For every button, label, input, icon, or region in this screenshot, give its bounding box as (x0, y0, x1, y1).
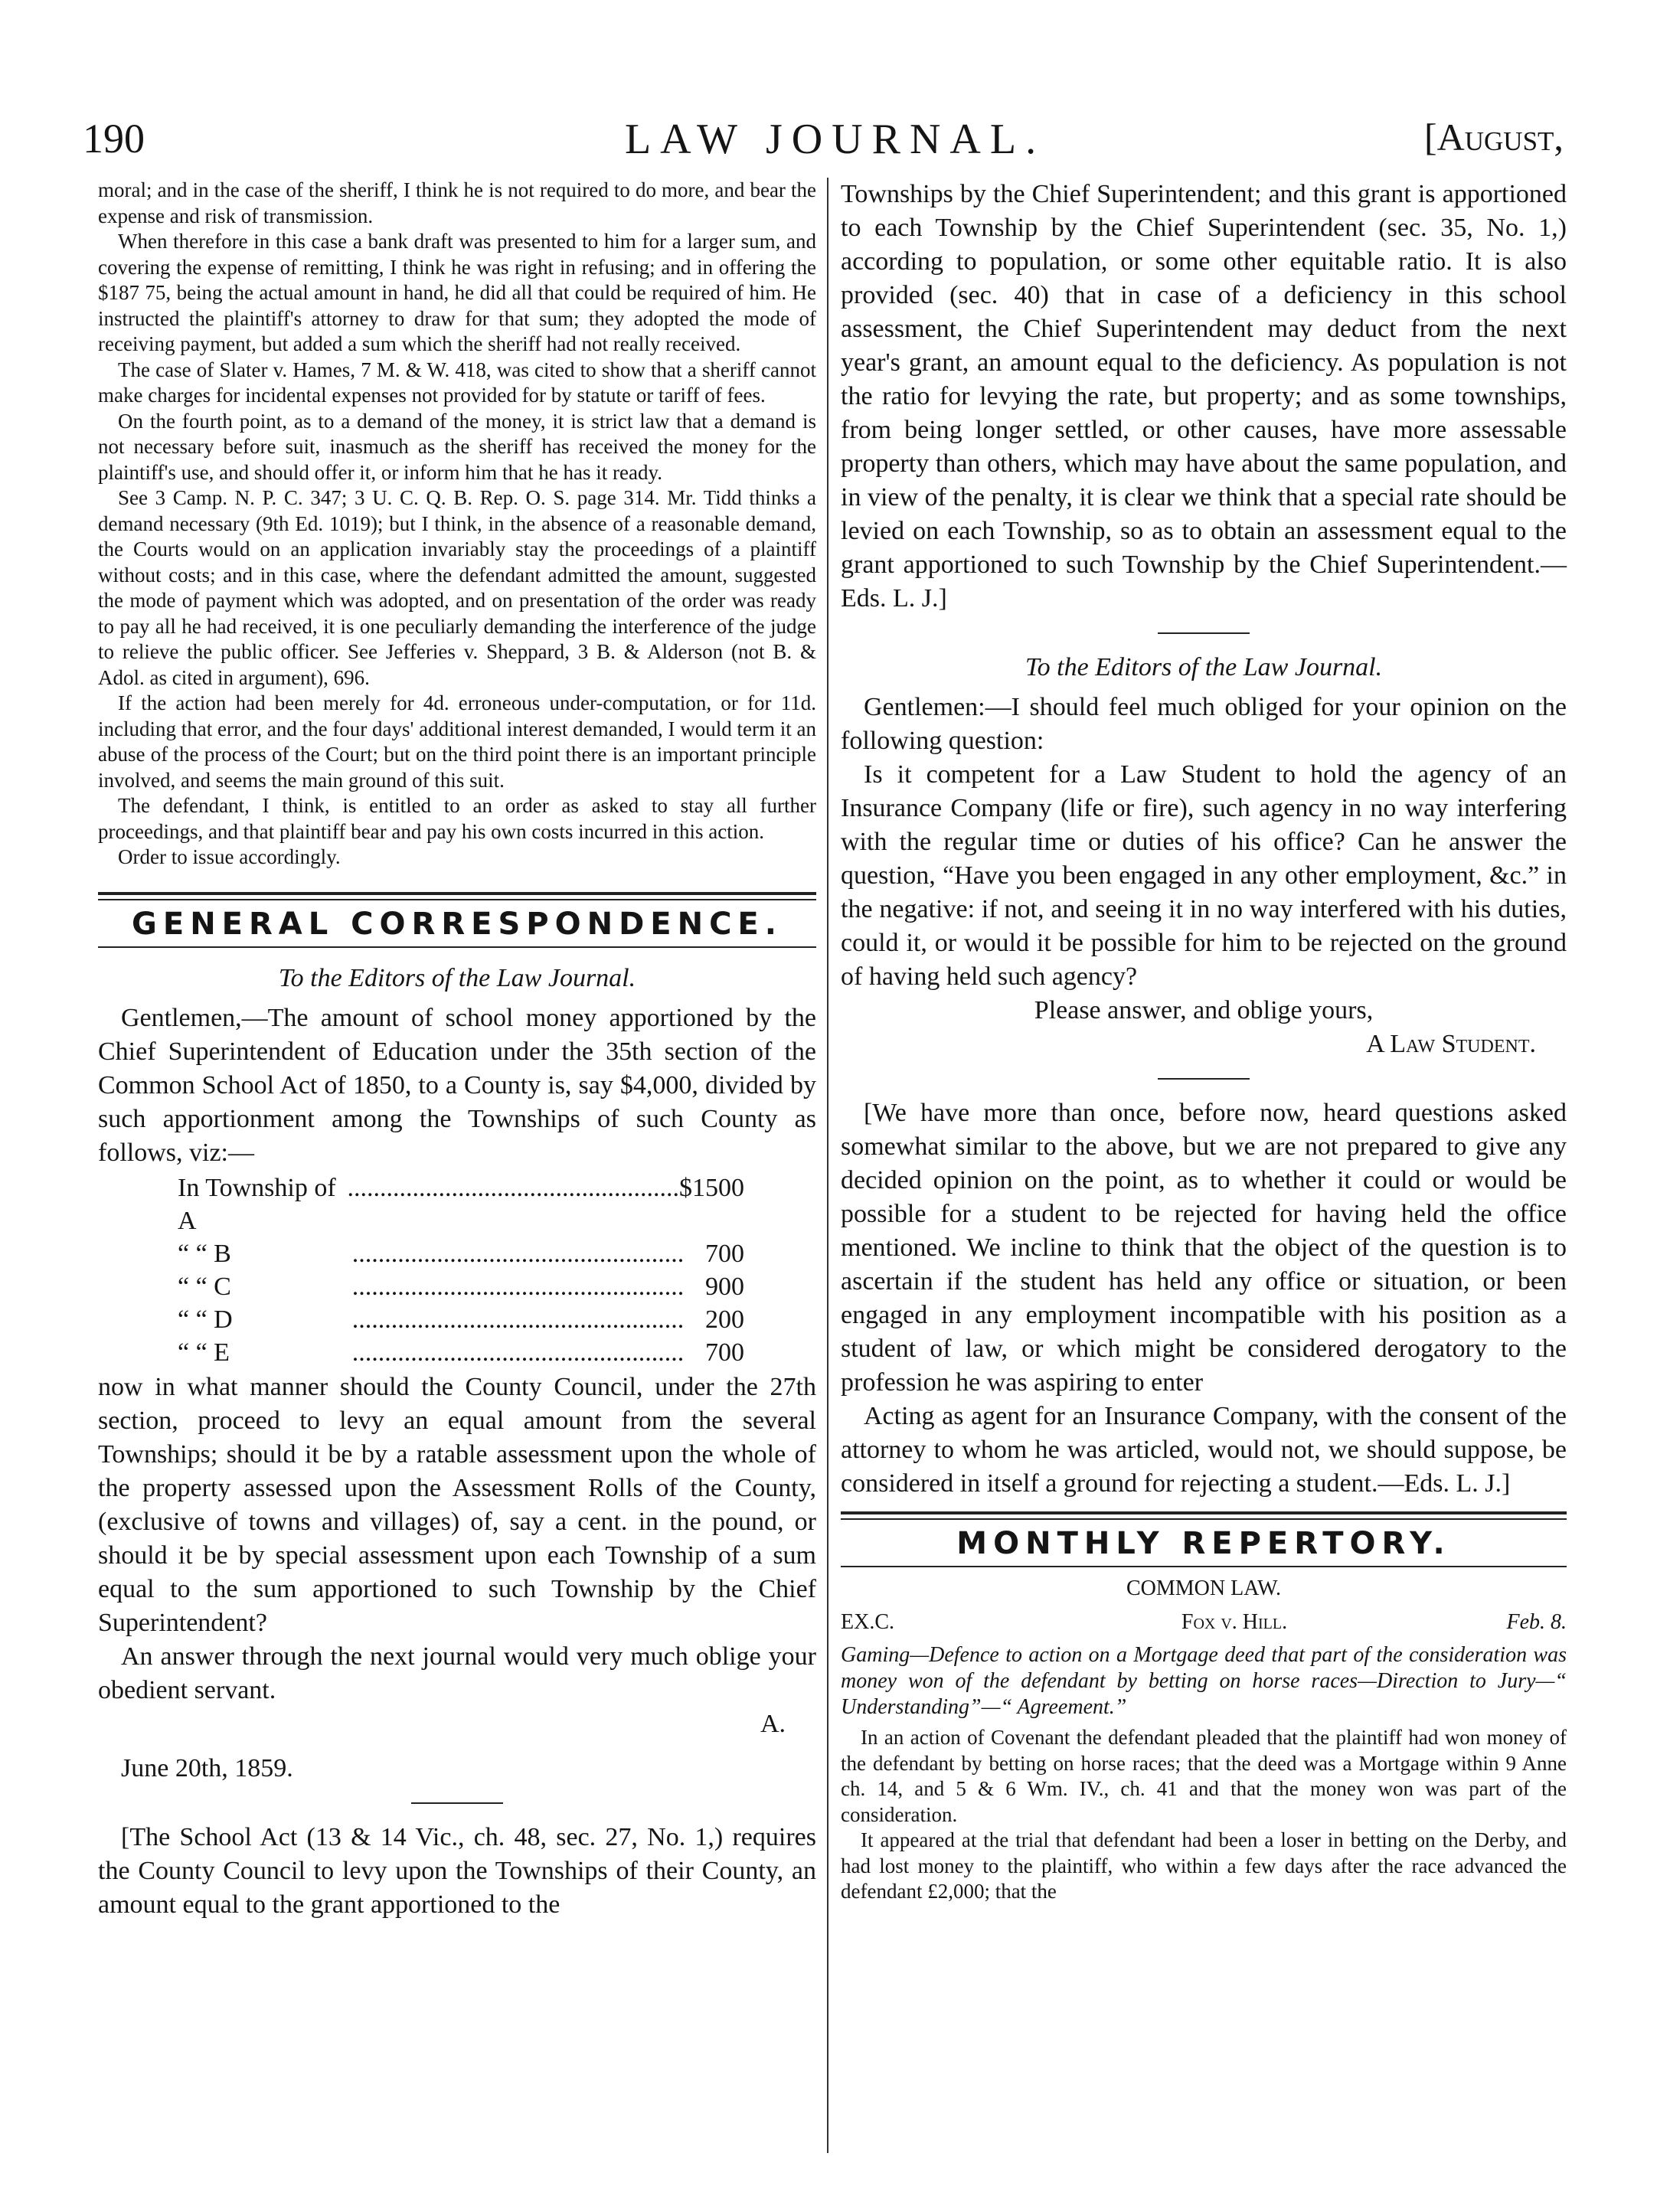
township-row (178, 1237, 744, 1270)
township-row (178, 1336, 744, 1369)
left-column (98, 178, 816, 2153)
township-label: “ “ D (178, 1305, 233, 1334)
leader-dots: ................................................... (351, 1305, 685, 1334)
township-amount: 200 (705, 1305, 744, 1334)
paragraph: [The School Act (13 & 14 Vic., ch. 48, sec. 27, No. 1,) requires the County Council to levy upon the Townships of their County, an amount equal to the grant apportioned to the (98, 1822, 816, 1919)
case-headnote: Gaming—Defence to action on a Mortgage deed that part of the consideration was money won of the defendant by betting on horse races—Direction to Jury—“ Understanding”—“ Agreement.” (841, 1643, 1567, 1719)
case-name: Fox v. Hill. (1181, 1610, 1288, 1634)
section-title-monthly-repertory: MONTHLY REPERTORY. (956, 1526, 1451, 1561)
leader-dots: ................................................... (351, 1338, 685, 1367)
editors-salutation: To the Editors of the Law Journal. (1025, 653, 1383, 681)
short-divider (1158, 632, 1250, 634)
leader-dots: ................................................... (347, 1173, 679, 1202)
editors-reply-school-act (841, 178, 1567, 616)
paragraph: Order to issue accordingly. (118, 845, 341, 868)
running-header (0, 115, 1670, 168)
leader-dots: ................................................... (351, 1272, 685, 1301)
letter-signature: A. (760, 1709, 786, 1738)
paragraph: Acting as agent for an Insurance Company, with the consent of the attorney to whom he was articled, would not, we should suppose, be considered in itself a ground for rejecting a student.—Eds. L. J.] (841, 1402, 1567, 1498)
paragraph: now in what manner should the County Council, under the 27th section, proceed to levy an equal amount from the several Townships; should it be by a ratable assessment upon the whole of the property assessed upon the Assessment Rolls of the County, (exclusive of towns and villages) of, say a cent. in the pound, or should it be by special assessment upon each Township of a sum equal to the sum apportioned to such Township by the Chief Superintendent? (98, 1372, 816, 1637)
letter-signature: A Law Student. (1366, 1030, 1536, 1058)
township-label: “ “ E (178, 1338, 230, 1367)
short-divider (1158, 1078, 1250, 1080)
letter-school-money (98, 962, 816, 1922)
case-court: EX.C. (841, 1610, 894, 1634)
page-number: 190 (83, 116, 145, 162)
paragraph: In an action of Covenant the defendant pleaded that the plaintiff had won money of the defendant by betting on horse races; that the deed was a Mortgage within 9 Anne ch. 14, and 5 & 6 Wm. IV., ch. 41 and that the money won was part of the consideration. (841, 1726, 1567, 1826)
township-amount: $1500 (679, 1173, 744, 1202)
leader-dots: ................................................... (351, 1239, 685, 1268)
section-divider (98, 892, 816, 900)
case-report (841, 1642, 1567, 1905)
editors-salutation: To the Editors of the Law Journal. (278, 963, 636, 992)
township-amount: 700 (705, 1338, 744, 1367)
letter-law-student (841, 651, 1567, 1501)
township-amount: 900 (705, 1272, 744, 1301)
paragraph: See 3 Camp. N. P. C. 347; 3 U. C. Q. B. Rep. O. S. page 314. Mr. Tidd thinks a demand necessary (9th Ed. 1019); but I think, in the absence of a reasonable demand, the Courts would on an application invariably stay the proceedings of a plaintiff without costs; and in this case, where the defendant admitted the amount, suggested the mode of payment which was adopted, and on presentation of the order was ready to pay all he had received, it is one peculiarly demanding the interference of the judge to relieve the public officer. See Jefferies v. Sheppard, 3 B. & Alderson (not B. & Adol. as cited in argument), 696. (98, 486, 816, 689)
paragraph: Gentlemen,—The amount of school money apportioned by the Chief Superintendent of Education under the 35th section of the Common School Act of 1850, to a County is, say $4,000, divided by such apportionment among the Townships of such County as follows, viz:— (98, 1003, 816, 1167)
section-title-general-correspondence: GENERAL CORRESPONDENCE. (132, 906, 783, 942)
short-divider (411, 1802, 503, 1804)
township-row (178, 1303, 744, 1336)
letter-date: June 20th, 1859. (121, 1753, 293, 1782)
paragraph: [We have more than once, before now, heard questions asked somewhat similar to the above, but we are not prepared to give any decided opinion on the point, as to whether it could or would be possible for a student to be rejected for having held the office mentioned. We incline to think that the object of the question is to ascertain if the student has held any office or situation, or been engaged in any employment incompatible with his position as a student of law, or which might be considered derogatory to the profession he was aspiring to enter (841, 1099, 1567, 1397)
paragraph: Townships by the Chief Superintendent; and this grant is apportioned to each Township by the Chief Superintendent (sec. 35, No. 1,) according to population, or some other equitable ratio. It is also provided (sec. 40) that in case of a deficiency in this school assessment, the Chief Superintendent may deduct from the next year's grant, an amount equal to the deficiency. As population is not the ratio for levying the rate, but property; and as some townships, from being longer settled, or other causes, have more assessable property than others, which may have about the same population, and in view of the penalty, it is clear we think that a special rate should be levied on each Township, so as to obtain an assessment equal to the grant apportioned to such Township by the Chief Superintendent.—Eds. L. J.] (841, 180, 1567, 613)
paragraph: Is it competent for a Law Student to hold the agency of an Insurance Company (life or fire), such agency in no way interfering with the regular time or duties of his office? Can he answer the question, “Have you been engaged in any other employment, &c.” in the negative: if not, and seeing it in no way interfered with his duties, could it, or would it be possible for him to be rejected on the ground of having held such agency? (841, 760, 1567, 991)
paragraph: When therefore in this case a bank draft was presented to him for a larger sum, and covering the expense of remitting, I think he was right in refusing; and in offering the $187 75, being the actual amount in hand, he did all that could be required of him. He instructed the plaintiff's attorney to draw for that sum; they adopted the mode of receiving payment, but added a sum which the sheriff had not really received. (98, 230, 816, 355)
paragraph: The defendant, I think, is entitled to an order as asked to stay all further proceedings, and that plaintiff bear and pay his own costs incurred in this action. (98, 794, 816, 843)
paragraph: Gentlemen:—I should feel much obliged for your opinion on the following question: (841, 693, 1567, 755)
township-label: In Township of A (178, 1173, 336, 1235)
paragraph: It appeared at the trial that defendant had been a loser in betting on the Derby, and had lost money to the plaintiff, who within a few days after the race advanced the defendant £2,000; that the (841, 1828, 1567, 1903)
case-date: Feb. 8. (1506, 1610, 1567, 1634)
paragraph: On the fourth point, as to a demand of the money, it is strict law that a demand is not necessary before suit, inasmuch as the sheriff has received the money for the plaintiff's use, and should offer it, or inform him that he has it ready. (98, 409, 816, 484)
township-row (178, 1270, 744, 1303)
running-month: [August, (1424, 116, 1564, 158)
journal-title: LAW JOURNAL. (624, 116, 1046, 163)
township-label: “ “ C (178, 1272, 231, 1301)
subsection-common-law: COMMON LAW. (1126, 1576, 1282, 1600)
letter-closing: Please answer, and oblige yours, (1034, 996, 1374, 1024)
section-divider (841, 1566, 1567, 1567)
column-rule (827, 178, 828, 2153)
judgment-continuation (98, 178, 816, 871)
township-apportionment-list (178, 1171, 744, 1369)
section-divider (98, 946, 816, 948)
right-column (841, 178, 1567, 2153)
township-amount: 700 (705, 1239, 744, 1268)
paragraph: If the action had been merely for 4d. erroneous under-computation, or for 11d. including that error, and the four days' additional interest demanded, I would term it an abuse of the process of the Court; but on the third point there is an important principle involved, and seems the main ground of this suit. (98, 691, 817, 792)
township-row (178, 1171, 744, 1237)
township-label: “ “ B (178, 1239, 231, 1268)
paragraph: moral; and in the case of the sheriff, I think he is not required to do more, and bear the expense and risk of transmission. (98, 178, 816, 227)
section-divider (841, 1511, 1567, 1520)
case-heading (841, 1610, 1567, 1635)
paragraph: The case of Slater v. Hames, 7 M. & W. 418, was cited to show that a sheriff cannot make charges for incidental expenses not provided for by statute or tariff of fees. (98, 358, 816, 407)
paragraph: An answer through the next journal would very much oblige your obedient servant. (98, 1642, 816, 1704)
